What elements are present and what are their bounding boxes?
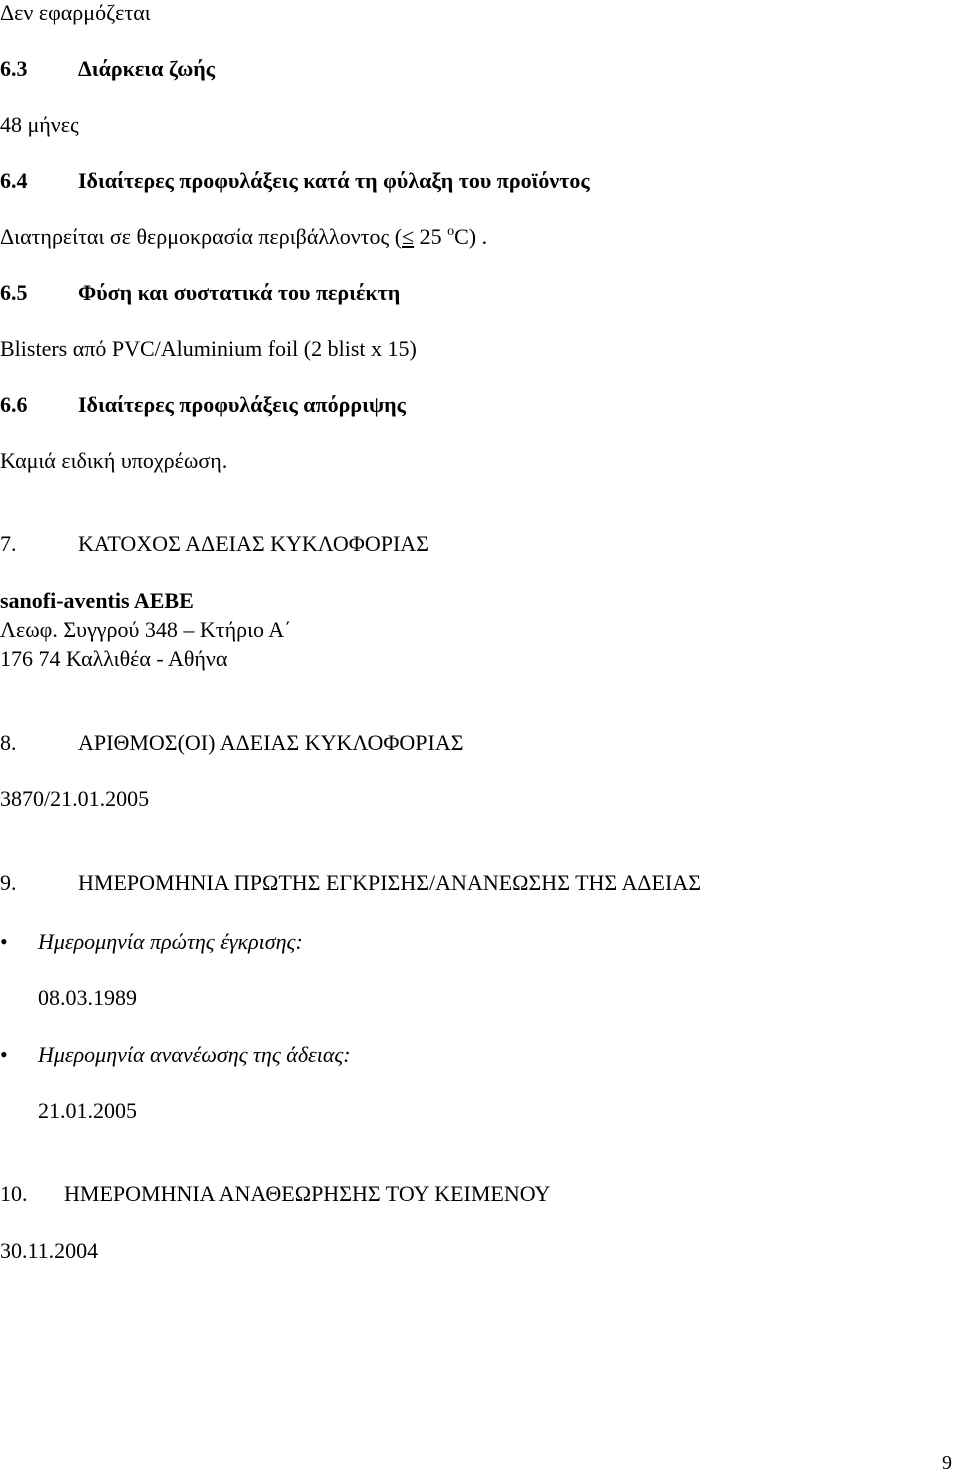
- section-title: Φύση και συστατικά του περιέκτη: [78, 280, 401, 305]
- section-title: Ιδιαίτερες προφυλάξεις κατά τη φύλαξη του προϊόντος: [78, 168, 590, 193]
- company-name: sanofi-aventis AEBE: [0, 588, 194, 613]
- section-number: 6.3: [0, 56, 28, 81]
- first-approval-label: Ημερομηνία πρώτης έγκρισης:: [38, 929, 303, 954]
- page-number: 9: [942, 1452, 952, 1474]
- section-number: 8.: [0, 730, 17, 755]
- section-6-4-heading: [0, 168, 590, 194]
- company-address-line2: 176 74 Καλλιθέα - Αθήνα: [0, 646, 228, 671]
- section-number: 10.: [0, 1181, 28, 1206]
- license-number: 3870/21.01.2005: [0, 786, 150, 811]
- bullet-point: •: [0, 1042, 8, 1067]
- section-title: Διάρκεια ζωής: [78, 56, 216, 81]
- not-applicable-text: Δεν εφαρμόζεται: [0, 0, 151, 25]
- storage-text-end: C) .: [454, 224, 488, 249]
- section-title: ΗΜΕΡΟΜΗΝΙΑ ΠΡΩΤΗΣ ΕΓΚΡΙΣΗΣ/ΑΝΑΝΕΩΣΗΣ ΤΗΣ ΑΔΕΙΑΣ: [78, 870, 702, 895]
- section-title: ΗΜΕΡΟΜΗΝΙΑ ΑΝΑΘΕΩΡΗΣΗΣ ΤΟΥ ΚΕΙΜΕΝΟΥ: [64, 1181, 551, 1206]
- bullet-point: •: [0, 929, 8, 954]
- disposal-text: Καμιά ειδική υποχρέωση.: [0, 448, 228, 473]
- revision-date: 30.11.2004: [0, 1238, 99, 1263]
- section-7-heading: [0, 531, 429, 557]
- section-number: 7.: [0, 531, 17, 556]
- section-title: Ιδιαίτερες προφυλάξεις απόρριψης: [78, 392, 406, 417]
- degree-symbol: o: [447, 224, 455, 239]
- section-number: 6.6: [0, 392, 28, 417]
- shelf-life-text: 48 μήνες: [0, 112, 79, 137]
- company-address-line1: Λεωφ. Συγγρού 348 – Κτήριο Α΄: [0, 617, 292, 642]
- renewal-date: 21.01.2005: [38, 1098, 137, 1123]
- section-number: 6.4: [0, 168, 28, 193]
- section-number: 9.: [0, 870, 17, 895]
- storage-temperature: 25: [414, 224, 448, 249]
- section-title: ΑΡΙΘΜΟΣ(ΟΙ) ΑΔΕΙΑΣ ΚΥΚΛΟΦΟΡΙΑΣ: [78, 730, 464, 755]
- first-approval-date: 08.03.1989: [38, 985, 137, 1010]
- section-6-3-heading: [0, 56, 215, 82]
- section-number: 6.5: [0, 280, 28, 305]
- renewal-label: Ημερομηνία ανανέωσης της άδειας:: [38, 1042, 351, 1067]
- section-10-heading: [0, 1181, 550, 1207]
- container-text: Blisters από PVC/Aluminium foil (2 blist x 15): [0, 336, 417, 361]
- section-8-heading: [0, 730, 464, 756]
- storage-text: [0, 224, 487, 250]
- section-title: ΚΑΤΟΧΟΣ ΑΔΕΙΑΣ ΚΥΚΛΟΦΟΡΙΑΣ: [78, 531, 429, 556]
- storage-text-part: Διατηρείται σε θερμοκρασία περιβάλλοντος (: [0, 224, 403, 249]
- section-9-heading: [0, 870, 701, 896]
- section-6-6-heading: [0, 392, 406, 418]
- section-6-5-heading: [0, 280, 400, 306]
- less-equal-symbol: ≤: [402, 224, 415, 249]
